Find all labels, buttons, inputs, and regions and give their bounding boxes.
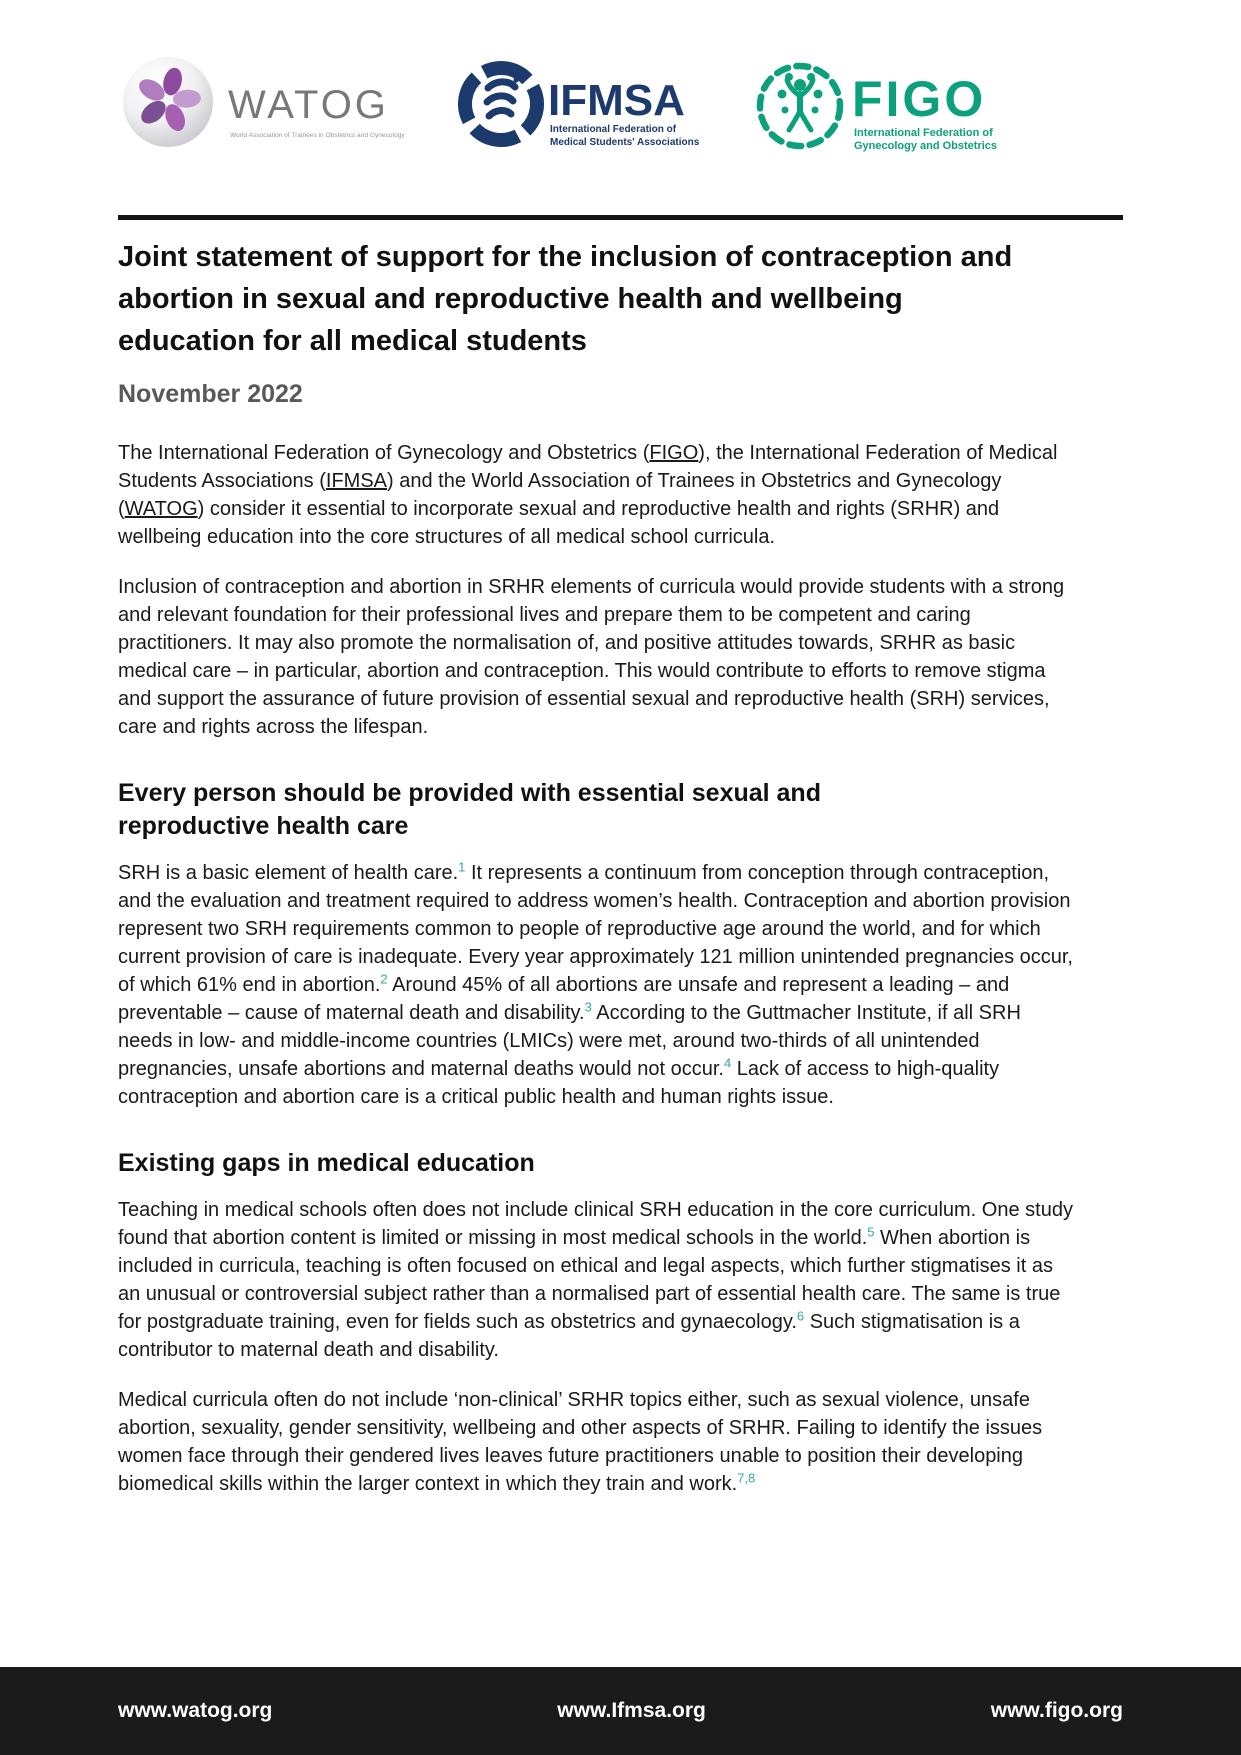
- watog-wordmark: WATOG: [228, 83, 389, 127]
- watog-tagline: World Association of Trainees in Obstetrics and Gynecology: [230, 132, 405, 139]
- footnote-ref: 7,8: [737, 1470, 756, 1486]
- text-run: Such stigmatisation is a contributor to maternal death and disability.: [118, 1311, 1020, 1362]
- text-run: ) and the World Association of Trainees in Obstetrics and Gynecology (: [118, 470, 1002, 521]
- paragraph: [118, 859, 1073, 1111]
- figo-logo: [754, 52, 1009, 169]
- ifmsa-circle-icon: [456, 55, 550, 152]
- org-link-watog[interactable]: WATOG: [124, 498, 198, 521]
- text-run: Around 45% of all abortions are unsafe and represent a leading – and preventable – cause of maternal death and disability.: [118, 974, 1010, 1025]
- footnote-ref: 2: [380, 971, 388, 987]
- document-title: Joint statement of support for the inclusion of contraception and abortion in sexual and reproductive health and wellbeing education for all medical students: [118, 241, 1013, 358]
- text-run: ), the International Federation of Medical Students Associations (: [118, 442, 1058, 493]
- document-body: [118, 439, 1073, 1498]
- paragraph: [118, 573, 1073, 741]
- paragraph: [118, 1386, 1073, 1498]
- figo-tagline-line2: Gynecology and Obstetrics: [854, 140, 998, 152]
- ifmsa-tagline-line1: International Federation of: [550, 124, 677, 135]
- watog-logo-icon: [110, 52, 410, 157]
- watog-logo: [110, 52, 410, 162]
- footnote-ref: 5: [867, 1224, 875, 1240]
- figo-wordmark: FIGO: [852, 71, 987, 127]
- footer-link-ifmsa[interactable]: www.Ifmsa.org: [557, 1699, 706, 1722]
- document-date: November 2022: [118, 380, 303, 409]
- footnote-ref: 3: [584, 999, 592, 1015]
- paragraph: [118, 439, 1073, 551]
- text-run: ) consider it essential to incorporate sexual and reproductive health and rights (SRHR) and wellbeing education into the core structures of all medical school curricula.: [118, 498, 1000, 549]
- footnote-ref: 4: [723, 1055, 732, 1071]
- ifmsa-tagline-line2: Medical Students' Associations: [550, 137, 700, 148]
- footer-link-figo[interactable]: www.figo.org: [990, 1699, 1123, 1722]
- text-run: The International Federation of Gynecology and Obstetrics (: [118, 442, 650, 465]
- text-run: It represents a continuum from conception through contraception, and the evaluation and treatment required to address women’s health. Contraception and abortion provision represent two SRH requirements common to people of reproductive age around the world, and for which current provision of care is inadequate. Every year approximately 121 million unintended pregnancies occur, of which 61% end in abortion.: [118, 862, 1073, 997]
- text-run: Medical curricula often do not include ‘non-clinical’ SRHR topics either, such as sexual violence, unsafe abortion, sexuality, gender sensitivity, wellbeing and other aspects of SRHR. Failing to identify the issues women face through their gendered lives leaves future practitioners unable to position their developing biomedical skills within the larger context in which they train and work.: [118, 1389, 1043, 1496]
- section-heading: Every person should be provided with essential sexual and reproductive health care: [118, 779, 821, 841]
- text-run: When abortion is included in curricula, teaching is often focused on ethical and legal aspects, which further stigmatises it as an unusual or controversial subject rather than a normalised part of essential health care. The same is true for postgraduate training, even for fields such as obstetrics and gynaecology.: [118, 1227, 1061, 1334]
- org-link-figo[interactable]: FIGO: [649, 442, 699, 465]
- figo-circle-person-icon: [760, 66, 840, 146]
- text-run: Lack of access to high-quality contraception and abortion care is a critical public health and human rights issue.: [118, 1058, 1000, 1109]
- section-heading: Existing gaps in medical education: [118, 1149, 535, 1178]
- title-divider: [118, 215, 1123, 220]
- figo-logo-icon: [754, 52, 1009, 164]
- ifmsa-logo-icon: [456, 52, 708, 157]
- logo-header: [0, 0, 1241, 169]
- paragraph: [118, 1196, 1073, 1364]
- footer-link-watog[interactable]: www.watog.org: [118, 1699, 273, 1722]
- footer-bar: [0, 1667, 1241, 1755]
- ifmsa-wordmark: IFMSA: [548, 76, 685, 125]
- watog-sphere-icon: [123, 57, 213, 147]
- text-run: According to the Guttmacher Institute, if all SRH needs in low- and middle-income countries (LMICs) were met, around two-thirds of all unintended pregnancies, unsafe abortions and maternal deaths would not occur.: [118, 1002, 1021, 1081]
- text-run: Inclusion of contraception and abortion in SRHR elements of curricula would provide students with a strong and relevant foundation for their professional lives and prepare them to be competent and caring practitioners. It may also promote the normalisation of, and positive attitudes towards, SRHR as basic medical care – in particular, abortion and contraception. This would contribute to efforts to remove stigma and support the assurance of future provision of essential sexual and reproductive health (SRH) services, care and rights across the lifespan.: [118, 576, 1065, 739]
- footnote-ref: 1: [458, 859, 466, 875]
- text-run: Teaching in medical schools often does not include clinical SRH education in the core curriculum. One study found that abortion content is limited or missing in most medical schools in the world.: [118, 1199, 1073, 1250]
- footnote-ref: 6: [796, 1308, 805, 1324]
- figo-tagline-line1: International Federation of: [854, 127, 993, 139]
- text-run: SRH is a basic element of health care.: [118, 862, 459, 885]
- ifmsa-logo: [456, 52, 708, 162]
- org-link-ifmsa[interactable]: IFMSA: [325, 470, 388, 493]
